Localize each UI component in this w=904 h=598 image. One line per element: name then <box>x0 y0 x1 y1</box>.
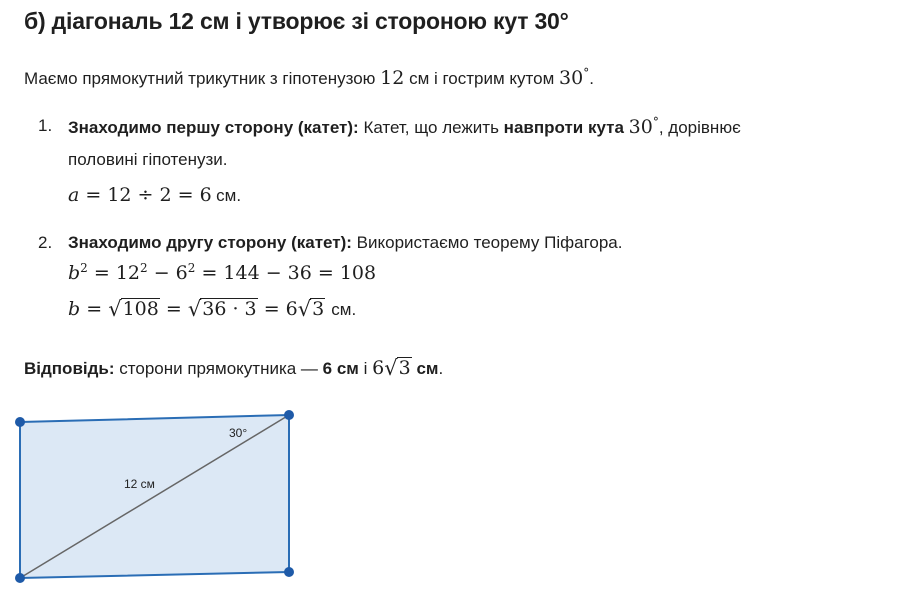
intro-angle-value: 30 <box>559 67 584 89</box>
step2-line1 <box>68 233 622 253</box>
intro-end: . <box>589 69 594 88</box>
answer-label: Відповідь: <box>24 359 115 378</box>
intro-text-before: Маємо прямокутний трикутник з гіпотенузою <box>24 69 376 88</box>
step2-f2-eq2: = <box>165 298 182 320</box>
step2-f1-p1: = 12 <box>93 262 140 284</box>
step2-f1-var: b <box>68 262 81 284</box>
angle-label: 30° <box>229 426 248 440</box>
step1-angle-value: 30 <box>628 116 653 138</box>
intro-text-mid: см і гострим кутом <box>409 69 555 88</box>
step1-line2: половині гіпотенузи. <box>68 150 228 169</box>
vertex-top-right <box>284 410 294 420</box>
step1-bold-title: Знаходимо першу сторону (катет): <box>68 118 359 137</box>
step2-f2-var: b <box>68 298 81 320</box>
step1-formula <box>68 184 241 206</box>
step1-angle <box>629 116 659 138</box>
sqrt-36x3-radicand: 36 · 3 <box>202 298 257 320</box>
answer-text: сторони прямокутника — <box>119 359 318 378</box>
step2-bold-title: Знаходимо другу сторону (катет): <box>68 233 352 252</box>
answer-end: . <box>438 359 444 378</box>
answer-unit: см <box>416 359 439 378</box>
step2-formula2 <box>68 296 356 320</box>
sqrt-108: √108 <box>108 297 159 321</box>
step2-f1-p2: − 6 <box>153 262 188 284</box>
step2-text: Використаємо теорему Піфагора. <box>356 233 623 252</box>
step2-f2-eq: = <box>86 298 103 320</box>
step1-line1 <box>68 116 741 138</box>
step1-formula-unit: см. <box>216 186 242 205</box>
intro-hyp: 12 <box>380 67 405 89</box>
step2-f1-exp2: 2 <box>140 261 148 275</box>
step2-f1-exp3: 2 <box>187 261 196 275</box>
step2-f1-exp: 2 <box>80 261 88 275</box>
section-heading: б) діагональ 12 см і утворює зі стороною кут 30° <box>24 8 569 34</box>
step1-text-a: Катет, що лежить <box>363 118 499 137</box>
step2-f2-unit: см. <box>331 300 357 319</box>
step2-number: 2. <box>38 233 53 252</box>
step2-f2-eq3: = 6 <box>263 298 298 320</box>
rectangle-figure <box>0 400 310 590</box>
answer-line <box>24 355 443 379</box>
answer-val2 <box>372 357 412 379</box>
step2-formula1 <box>68 262 376 284</box>
answer-sqrt: √3 <box>384 356 411 380</box>
vertex-top-left <box>15 417 25 427</box>
step1-number: 1. <box>38 116 53 135</box>
answer-radicand: 3 <box>398 357 411 379</box>
step1-angle-degree: ° <box>652 115 659 129</box>
answer-val1: 6 см <box>322 359 359 378</box>
answer-coef: 6 <box>372 357 385 379</box>
vertex-bottom-left <box>15 573 25 583</box>
sqrt-108-radicand: 108 <box>122 298 159 320</box>
step2-f1-p3: = 144 − 36 = 108 <box>201 262 377 284</box>
step1-bold-opposite: навпроти кута <box>503 118 624 137</box>
diagonal-label: 12 см <box>124 477 155 491</box>
step1-formula-eq: = 12 ÷ 2 = 6 <box>85 184 212 206</box>
sqrt-3-radicand: 3 <box>312 298 325 320</box>
intro-angle <box>559 67 589 89</box>
sqrt-36x3: √36 · 3 <box>187 297 257 321</box>
answer-conj: і <box>363 359 368 378</box>
sqrt-3: √3 <box>297 297 325 321</box>
intro-paragraph <box>24 67 594 89</box>
intro-angle-degree: ° <box>583 66 590 80</box>
step1-text-b: , дорівнює <box>658 118 741 137</box>
vertex-bottom-right <box>284 567 294 577</box>
step1-formula-var: a <box>68 184 80 206</box>
